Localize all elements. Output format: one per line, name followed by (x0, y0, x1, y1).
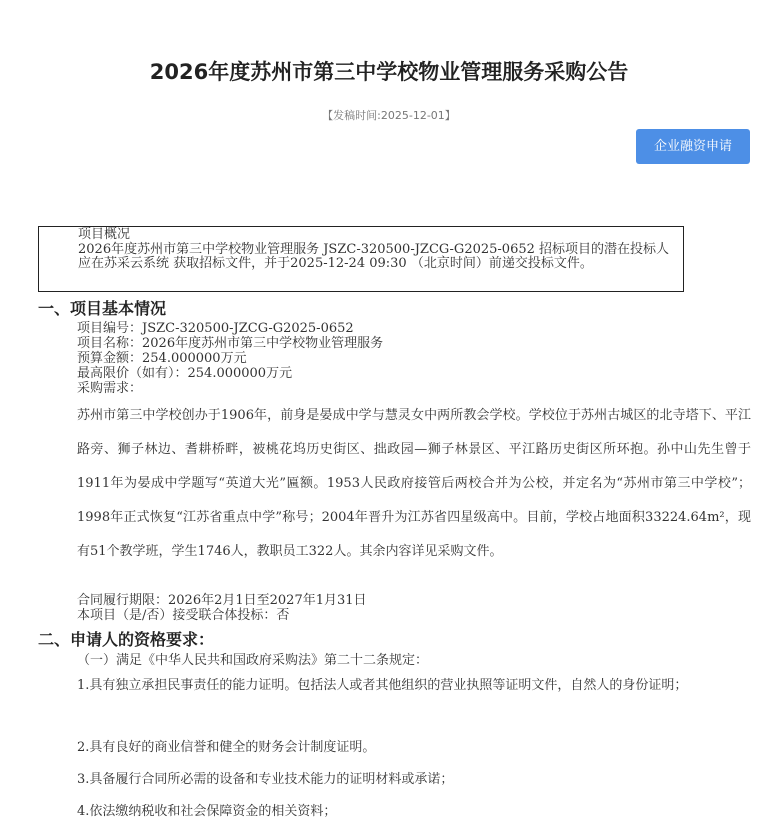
section-qualification-heading: 二、申请人的资格要求： (38, 630, 215, 649)
overview-text: 2026年度苏州市第三中学校物业管理服务 JSZC-320500-JZCG-G2025-0652 招标项目的潜在投标人应在苏采云系统 获取招标文件，并于2025-12-24 09:30 （北京时间）前递交投标文件。 (78, 241, 670, 271)
contract-info (77, 593, 757, 623)
project-overview-box (38, 226, 684, 292)
basic-info-list (77, 321, 757, 396)
requirement-text: 苏州市第三中学校创办于1906年，前身是晏成中学与慧灵女中两所教会学校。学校位于苏州古城区的北寺塔下、平江路旁、狮子林边、耆耕桥畔，被桃花坞历史街区、拙政园—狮子林景区、平江路历史街区所环抱。孙中山先生曾于1911年为晏成中学题写“英道大光”匾额。1953人民政府接管后两校合并为公校，并定名为“苏州市第三中学校”；1998年正式恢复“江苏省重点中学”称号；2004年晋升为江苏省四星级高中。目前，学校占地面积33224.64m²，现有51个教学班，学生1746人，教职员工322人。其余内容详见采购文件。 (77, 408, 751, 559)
overview-heading: 项目概况 (78, 227, 131, 242)
qualification-item: 1.具有独立承担民事责任的能力证明。包括法人或者其他组织的营业执照等证明文件，自然人的身份证明； (77, 678, 688, 693)
finance-apply-button[interactable]: 企业融资申请 (636, 129, 750, 164)
section-basic-info-heading: 一、项目基本情况 (38, 299, 167, 318)
max-price: 最高限价（如有）：254.000000万元 (77, 366, 293, 381)
page-title: 2026年度苏州市第三中学校物业管理服务采购公告 (149, 60, 629, 84)
budget-amount: 预算金额：254.000000万元 (77, 351, 247, 366)
contract-period: 合同履行期限：2026年2月1日至2027年1月31日 (77, 593, 367, 608)
qualification-item: 4.依法缴纳税收和社会保障资金的相关资料； (77, 804, 337, 819)
project-number: 项目编号：JSZC-320500-JZCG-G2025-0652 (77, 321, 354, 336)
requirement-label: 采购需求： (77, 381, 143, 396)
consortium-bid: 本项目（是/否）接受联合体投标：否 (77, 608, 290, 623)
qualification-item: 3.具备履行合同所必需的设备和专业技术能力的证明材料或承诺； (77, 772, 454, 787)
project-name: 项目名称：2026年度苏州市第三中学校物业管理服务 (77, 336, 384, 351)
publish-time: 【发稿时间:2025-12-01】 (322, 109, 456, 122)
qualification-subheading: （一）满足《中华人民共和国政府采购法》第二十二条规定： (77, 653, 429, 668)
qualification-item: 2.具有良好的商业信誉和健全的财务会计制度证明。 (77, 740, 376, 755)
